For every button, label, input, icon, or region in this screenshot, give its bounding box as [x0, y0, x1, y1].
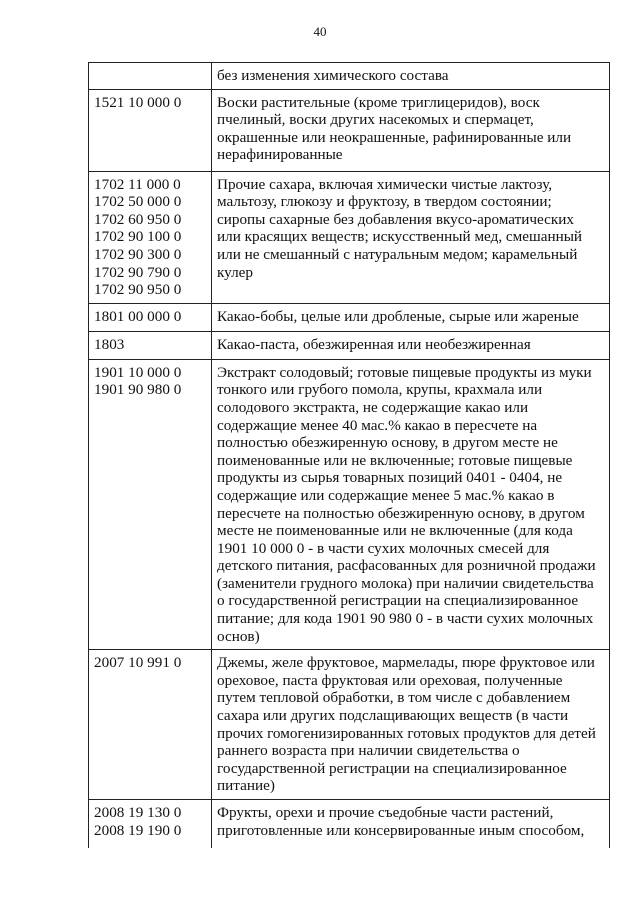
code-cell [89, 63, 212, 90]
code-cell: 1702 11 000 0 1702 50 000 0 1702 60 950 0 1702 90 100 0 1702 90 300 0 1702 90 790 0 1702 90 950 0 [89, 171, 212, 303]
commodity-codes-table [88, 62, 610, 848]
code-cell: 1801 00 000 0 [89, 303, 212, 331]
code-cell: 1521 10 000 0 [89, 89, 212, 171]
description-cell: Фрукты, орехи и прочие съедобные части растений, приготовленные или консервированные иным способом, [212, 800, 610, 848]
table-row [89, 171, 610, 303]
table-row [89, 303, 610, 331]
table-row [89, 331, 610, 359]
table-row [89, 800, 610, 848]
table-row [89, 650, 610, 800]
table-row [89, 359, 610, 650]
description-cell: Воски растительные (кроме триглицеридов), воск пчелиный, воски других насекомых и спермацет, окрашенные или неокрашенные, рафинированные или нерафинированные [212, 89, 610, 171]
table-row [89, 89, 610, 171]
description-cell: Джемы, желе фруктовое, мармелады, пюре фруктовое или ореховое, паста фруктовая или ореховая, полученные путем тепловой обработки, в том числе с добавлением сахара или других подслащивающих веществ (в части прочих гомогенизированных готовых продуктов для детей раннего возраста при наличии свидетельства о государственной регистрации на специализированное питание) [212, 650, 610, 800]
code-cell: 2007 10 991 0 [89, 650, 212, 800]
description-cell: Какао-бобы, целые или дробленые, сырые или жареные [212, 303, 610, 331]
description-cell: Прочие сахара, включая химически чистые лактозу, мальтозу, глюкозу и фруктозу, в твердом состоянии; сиропы сахарные без добавления вкусо-ароматических или красящих веществ; искусственный мед, смешанный или не смешанный с натуральным медом; карамельный кулер [212, 171, 610, 303]
description-cell: без изменения химического состава [212, 63, 610, 90]
code-cell: 1803 [89, 331, 212, 359]
code-cell: 2008 19 130 0 2008 19 190 0 [89, 800, 212, 848]
page-number: 40 [313, 24, 327, 39]
description-cell: Экстракт солодовый; готовые пищевые продукты из муки тонкого или грубого помола, крупы, крахмала или солодового экстракта, не содержащие какао или содержащие менее 40 мас.% какао в пересчете на полностью обезжиренную основу, в другом месте не поименованные или не включенные; готовые пищевые продукты из сырья товарных позиций 0401 - 0404, не содержащие или содержащие менее 5 мас.% какао в пересчете на полностью обезжиренную основу, в другом месте не поименованные или не включенные (для кода 1901 10 000 0 - в части сухих молочных смесей для детского питания, расфасованных для розничной продажи (заменители грудного молока) при наличии свидетельства о государственной регистрации на специализированное питание; для кода 1901 90 980 0 - в части сухих молочных основ) [212, 359, 610, 650]
table-row [89, 63, 610, 90]
code-cell: 1901 10 000 0 1901 90 980 0 [89, 359, 212, 650]
description-cell: Какао-паста, обезжиренная или необезжиренная [212, 331, 610, 359]
